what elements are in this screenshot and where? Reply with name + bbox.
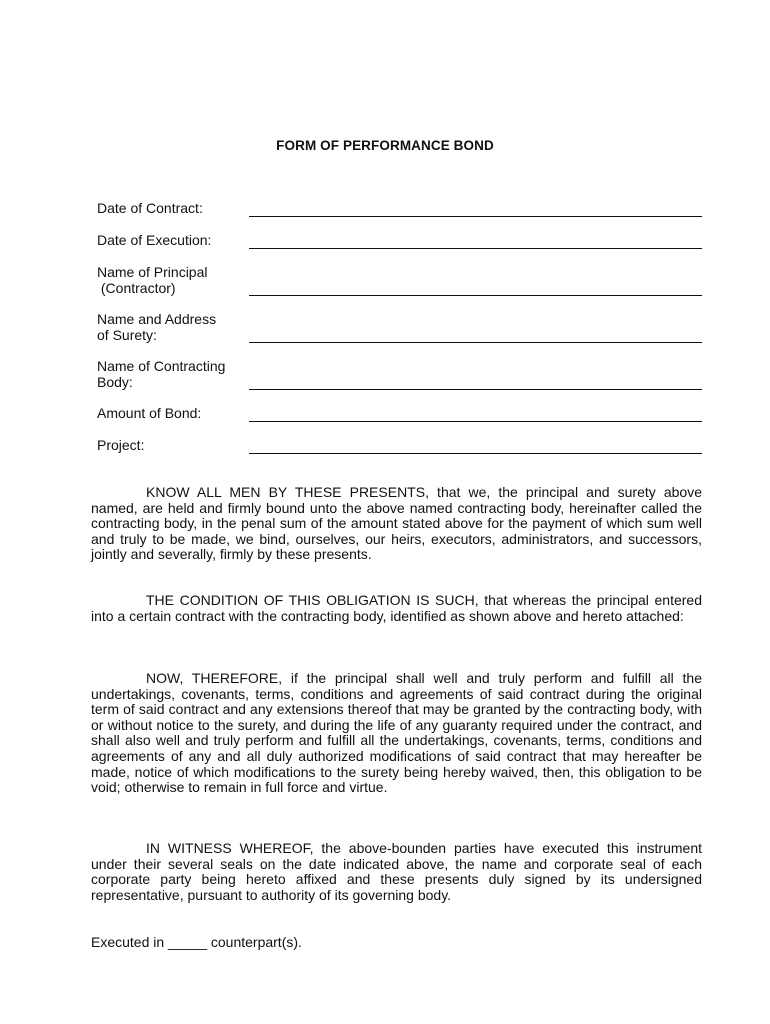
date-of-execution-blank[interactable] bbox=[249, 248, 702, 249]
field-label-line: Name and Address bbox=[97, 311, 217, 327]
paragraph-know-all-men: KNOW ALL MEN BY THESE PRESENTS, that we, the principal and surety above named, are held and firmly bound unto the above named contracting body, hereinafter called the contracting body, in the penal sum of the amount stated above for the payment of which sum well and truly to be made, we bind, ourselves, our heirs, executors, administrators, and successors, jointly and severally, firmly by these presents. bbox=[91, 484, 702, 563]
project-blank[interactable] bbox=[249, 453, 702, 454]
field-label-line: Body: bbox=[97, 374, 133, 390]
field-label-line: Date of Contract: bbox=[97, 200, 203, 216]
executed-in-counterparts: Executed in _____ counterpart(s). bbox=[91, 934, 302, 950]
field-label-date-of-contract bbox=[97, 200, 247, 216]
paragraph-now-therefore: NOW, THEREFORE, if the principal shall well and truly perform and fulfill all the undertakings, covenants, terms, conditions and agreements of said contract during the original term of said contract and any extensions thereof that may be granted by the contracting body, with or without notice to the surety, and during the life of any guaranty required under the contract, and shall also well and truly perform and fulfill all the undertakings, covenants, terms, conditions and agreements of any and all duly authorized modifications of said contract that may hereafter be made, notice of which modifications to the surety being hereby waived, then, this obligation to be void; otherwise to remain in full force and virtue. bbox=[91, 670, 702, 796]
contracting-body-blank[interactable] bbox=[249, 389, 702, 390]
field-label-date-of-execution bbox=[97, 232, 247, 248]
field-label-contracting-body bbox=[97, 358, 247, 390]
field-label-project bbox=[97, 437, 247, 453]
name-of-principal-blank[interactable] bbox=[249, 295, 702, 296]
field-label-line: Name of Contracting bbox=[97, 358, 226, 374]
field-label-line: (Contractor) bbox=[97, 280, 176, 296]
paragraph-in-witness: IN WITNESS WHEREOF, the above-bounden parties have executed this instrument under their several seals on the date indicated above, the name and corporate seal of each corporate party being hereto affixed and these presents duly signed by its undersigned representative, pursuant to authority of its governing body. bbox=[91, 840, 702, 903]
paragraph-condition: THE CONDITION OF THIS OBLIGATION IS SUCH, that whereas the principal entered into a certain contract with the contracting body, identified as shown above and hereto attached: bbox=[91, 592, 702, 624]
field-label-amount-of-bond bbox=[97, 405, 247, 421]
field-label-line: Date of Execution: bbox=[97, 232, 212, 248]
field-label-surety bbox=[97, 311, 247, 343]
field-label-line: Project: bbox=[97, 437, 145, 453]
date-of-contract-blank[interactable] bbox=[249, 216, 702, 217]
field-label-line: Name of Principal bbox=[97, 264, 208, 280]
amount-of-bond-blank[interactable] bbox=[249, 421, 702, 422]
field-label-name-of-principal bbox=[97, 264, 247, 296]
surety-blank[interactable] bbox=[249, 342, 702, 343]
field-label-line: Amount of Bond: bbox=[97, 405, 202, 421]
document-title: FORM OF PERFORMANCE BOND bbox=[276, 138, 494, 153]
field-label-line: of Surety: bbox=[97, 327, 157, 343]
